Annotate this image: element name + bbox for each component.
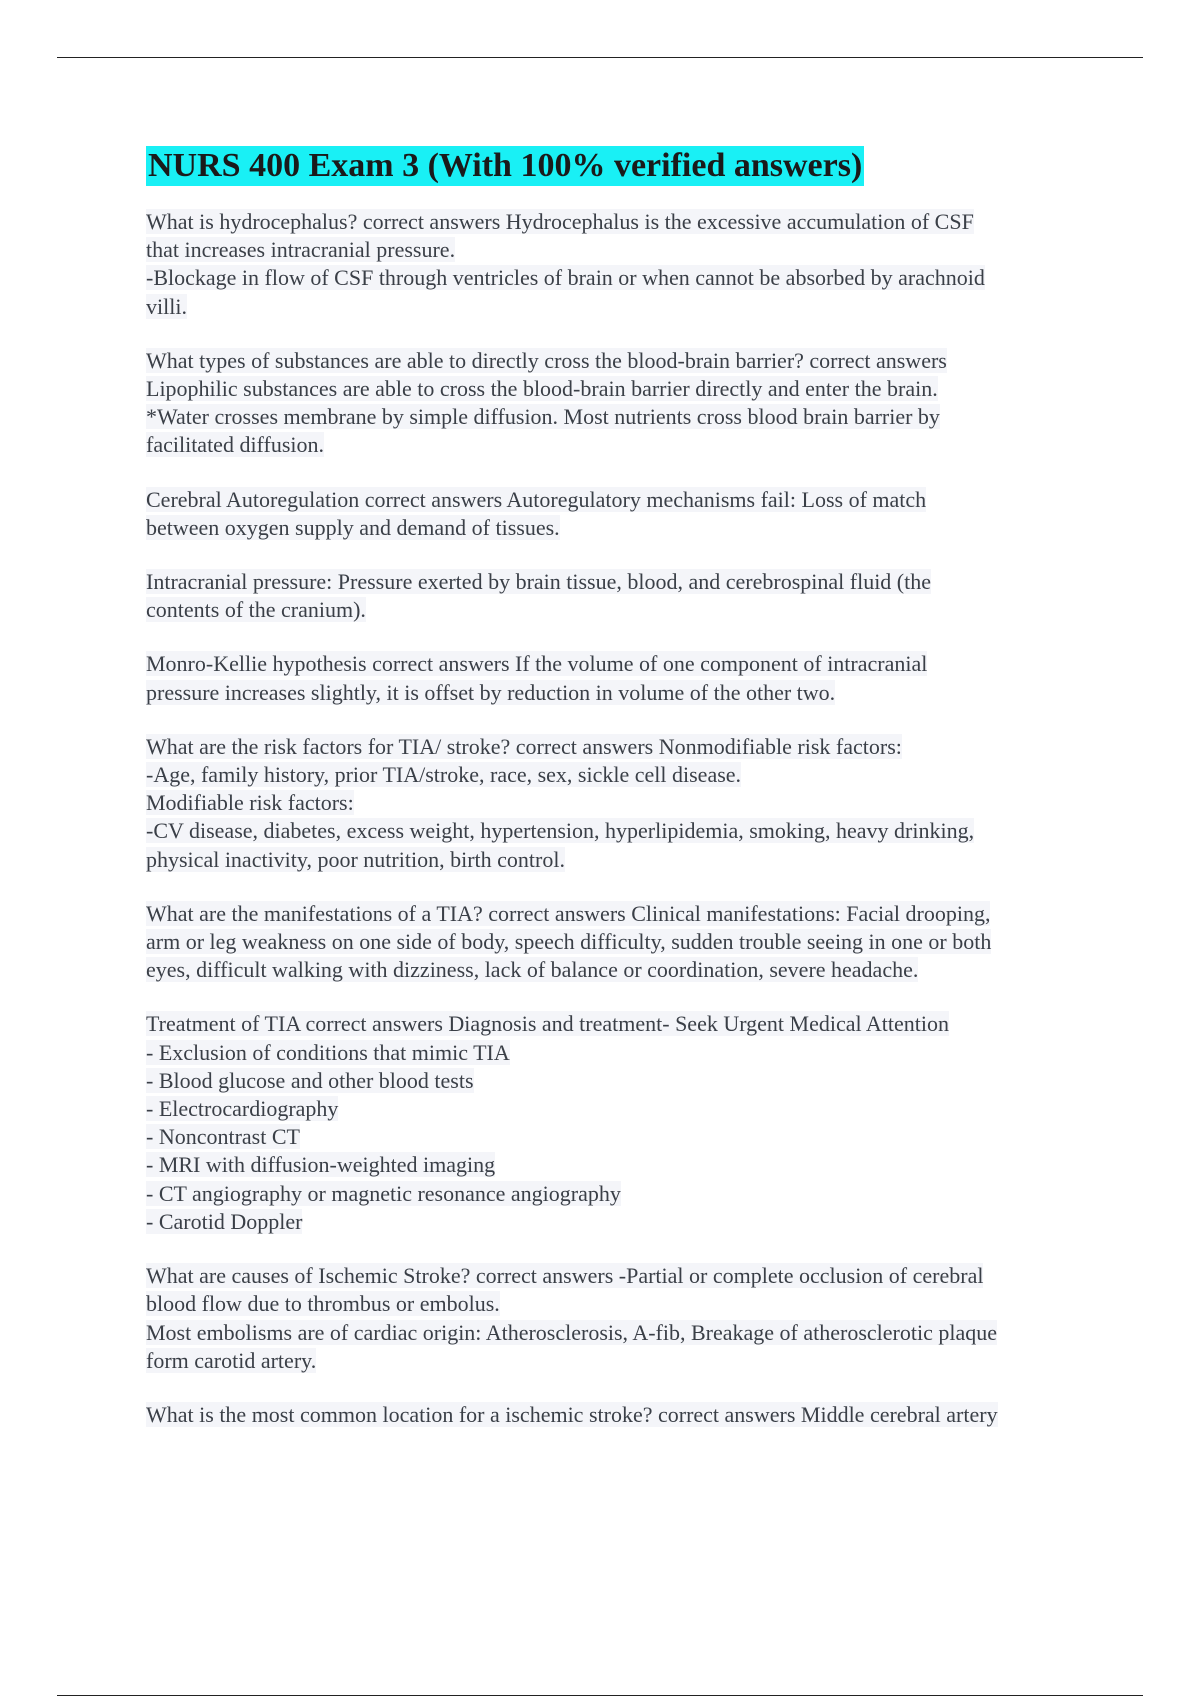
qa-line xyxy=(146,761,1086,789)
qa-line xyxy=(146,486,1086,514)
bottom-divider xyxy=(57,1695,1143,1696)
qa-entry xyxy=(146,568,1086,624)
qa-line xyxy=(146,208,1086,236)
qa-line-text: -Blockage in flow of CSF through ventricles of brain or when cannot be absorbed by arachnoid xyxy=(146,265,985,291)
qa-line xyxy=(146,293,1086,321)
qa-line-text: What types of substances are able to directly cross the blood-brain barrier? correct answers xyxy=(146,347,947,373)
qa-line xyxy=(146,347,1086,375)
qa-line xyxy=(146,1095,1086,1123)
qa-line-text: - Carotid Doppler xyxy=(146,1208,303,1234)
qa-entry xyxy=(146,1262,1086,1375)
qa-entry xyxy=(146,1010,1086,1236)
qa-line-text: Treatment of TIA correct answers Diagnosis and treatment- Seek Urgent Medical Attention xyxy=(146,1011,949,1037)
qa-line xyxy=(146,789,1086,817)
qa-line-text: villi. xyxy=(146,293,187,319)
qa-line xyxy=(146,956,1086,984)
qa-line xyxy=(146,375,1086,403)
qa-entry xyxy=(146,347,1086,460)
qa-line-text: *Water crosses membrane by simple diffusion. Most nutrients cross blood brain barrier by xyxy=(146,404,940,430)
qa-line xyxy=(146,733,1086,761)
qa-line-text: Cerebral Autoregulation correct answers Autoregulatory mechanisms fail: Loss of match xyxy=(146,486,927,512)
qa-line-text: pressure increases slightly, it is offset by reduction in volume of the other two. xyxy=(146,679,836,705)
qa-line xyxy=(146,817,1086,845)
qa-line xyxy=(146,846,1086,874)
qa-line xyxy=(146,900,1086,928)
qa-line xyxy=(146,650,1086,678)
qa-line-text: What are the risk factors for TIA/ stroke? correct answers Nonmodifiable risk factors: xyxy=(146,733,902,759)
qa-line xyxy=(146,596,1086,624)
qa-line xyxy=(146,236,1086,264)
qa-line xyxy=(146,1123,1086,1151)
qa-line-text: Intracranial pressure: Pressure exerted by brain tissue, blood, and cerebrospinal fluid (the xyxy=(146,569,932,595)
qa-line xyxy=(146,1401,1086,1429)
qa-line-text: -Age, family history, prior TIA/stroke, race, sex, sickle cell disease. xyxy=(146,762,742,788)
qa-line-text: What are causes of Ischemic Stroke? correct answers -Partial or complete occlusion of cerebral xyxy=(146,1263,984,1289)
qa-line xyxy=(146,568,1086,596)
qa-line-text: Most embolisms are of cardiac origin: Atherosclerosis, A-fib, Breakage of atherosclerotic plaque xyxy=(146,1319,998,1345)
qa-entry xyxy=(146,486,1086,542)
qa-line xyxy=(146,1290,1086,1318)
document-body xyxy=(146,146,1086,1455)
qa-line-text: What is the most common location for a ischemic stroke? correct answers Middle cerebral artery xyxy=(146,1401,998,1427)
qa-line xyxy=(146,679,1086,707)
top-divider xyxy=(57,57,1143,58)
qa-line-text: -CV disease, diabetes, excess weight, hypertension, hyperlipidemia, smoking, heavy drinking, xyxy=(146,818,975,844)
qa-line xyxy=(146,1347,1086,1375)
qa-entry xyxy=(146,900,1086,985)
qa-line-text: that increases intracranial pressure. xyxy=(146,237,456,263)
qa-entry xyxy=(146,208,1086,321)
qa-line xyxy=(146,1067,1086,1095)
qa-line xyxy=(146,1010,1086,1038)
qa-line xyxy=(146,403,1086,431)
qa-line-text: What are the manifestations of a TIA? correct answers Clinical manifestations: Facial drooping, xyxy=(146,900,991,926)
document-title: NURS 400 Exam 3 (With 100% verified answers) xyxy=(148,147,863,184)
qa-line xyxy=(146,1262,1086,1290)
qa-line xyxy=(146,1151,1086,1179)
qa-line-text: - Electrocardiography xyxy=(146,1096,339,1122)
qa-line xyxy=(146,1319,1086,1347)
qa-line-text: form carotid artery. xyxy=(146,1347,317,1373)
qa-line-text: Monro-Kellie hypothesis correct answers If the volume of one component of intracranial xyxy=(146,651,928,677)
qa-line xyxy=(146,514,1086,542)
qa-line xyxy=(146,1208,1086,1236)
qa-line-text: - Blood glucose and other blood tests xyxy=(146,1067,474,1093)
qa-line xyxy=(146,431,1086,459)
qa-line-text: facilitated diffusion. xyxy=(146,432,324,458)
qa-line-text: arm or leg weakness on one side of body, speech difficulty, sudden trouble seeing in one or both xyxy=(146,929,992,955)
qa-line xyxy=(146,264,1086,292)
qa-line-text: physical inactivity, poor nutrition, birth control. xyxy=(146,846,565,872)
qa-entry xyxy=(146,1401,1086,1429)
qa-entry xyxy=(146,650,1086,706)
qa-line-text: What is hydrocephalus? correct answers Hydrocephalus is the excessive accumulation of CSF xyxy=(146,209,974,234)
qa-line-text: - MRI with diffusion-weighted imaging xyxy=(146,1152,496,1178)
qa-list xyxy=(146,208,1086,1429)
qa-line-text: - CT angiography or magnetic resonance angiography xyxy=(146,1180,621,1206)
qa-line-text: contents of the cranium). xyxy=(146,597,366,623)
qa-line-text: Lipophilic substances are able to cross the blood-brain barrier directly and enter the brain. xyxy=(146,376,938,402)
qa-line-text: between oxygen supply and demand of tissues. xyxy=(146,514,560,540)
qa-line-text: blood flow due to thrombus or embolus. xyxy=(146,1291,500,1317)
qa-line xyxy=(146,1039,1086,1067)
qa-line-text: - Exclusion of conditions that mimic TIA xyxy=(146,1039,510,1065)
qa-line-text: Modifiable risk factors: xyxy=(146,790,354,816)
qa-line xyxy=(146,928,1086,956)
qa-line xyxy=(146,1180,1086,1208)
qa-line-text: - Noncontrast CT xyxy=(146,1124,300,1150)
qa-line-text: eyes, difficult walking with dizziness, lack of balance or coordination, severe headache. xyxy=(146,957,919,983)
qa-entry xyxy=(146,733,1086,874)
